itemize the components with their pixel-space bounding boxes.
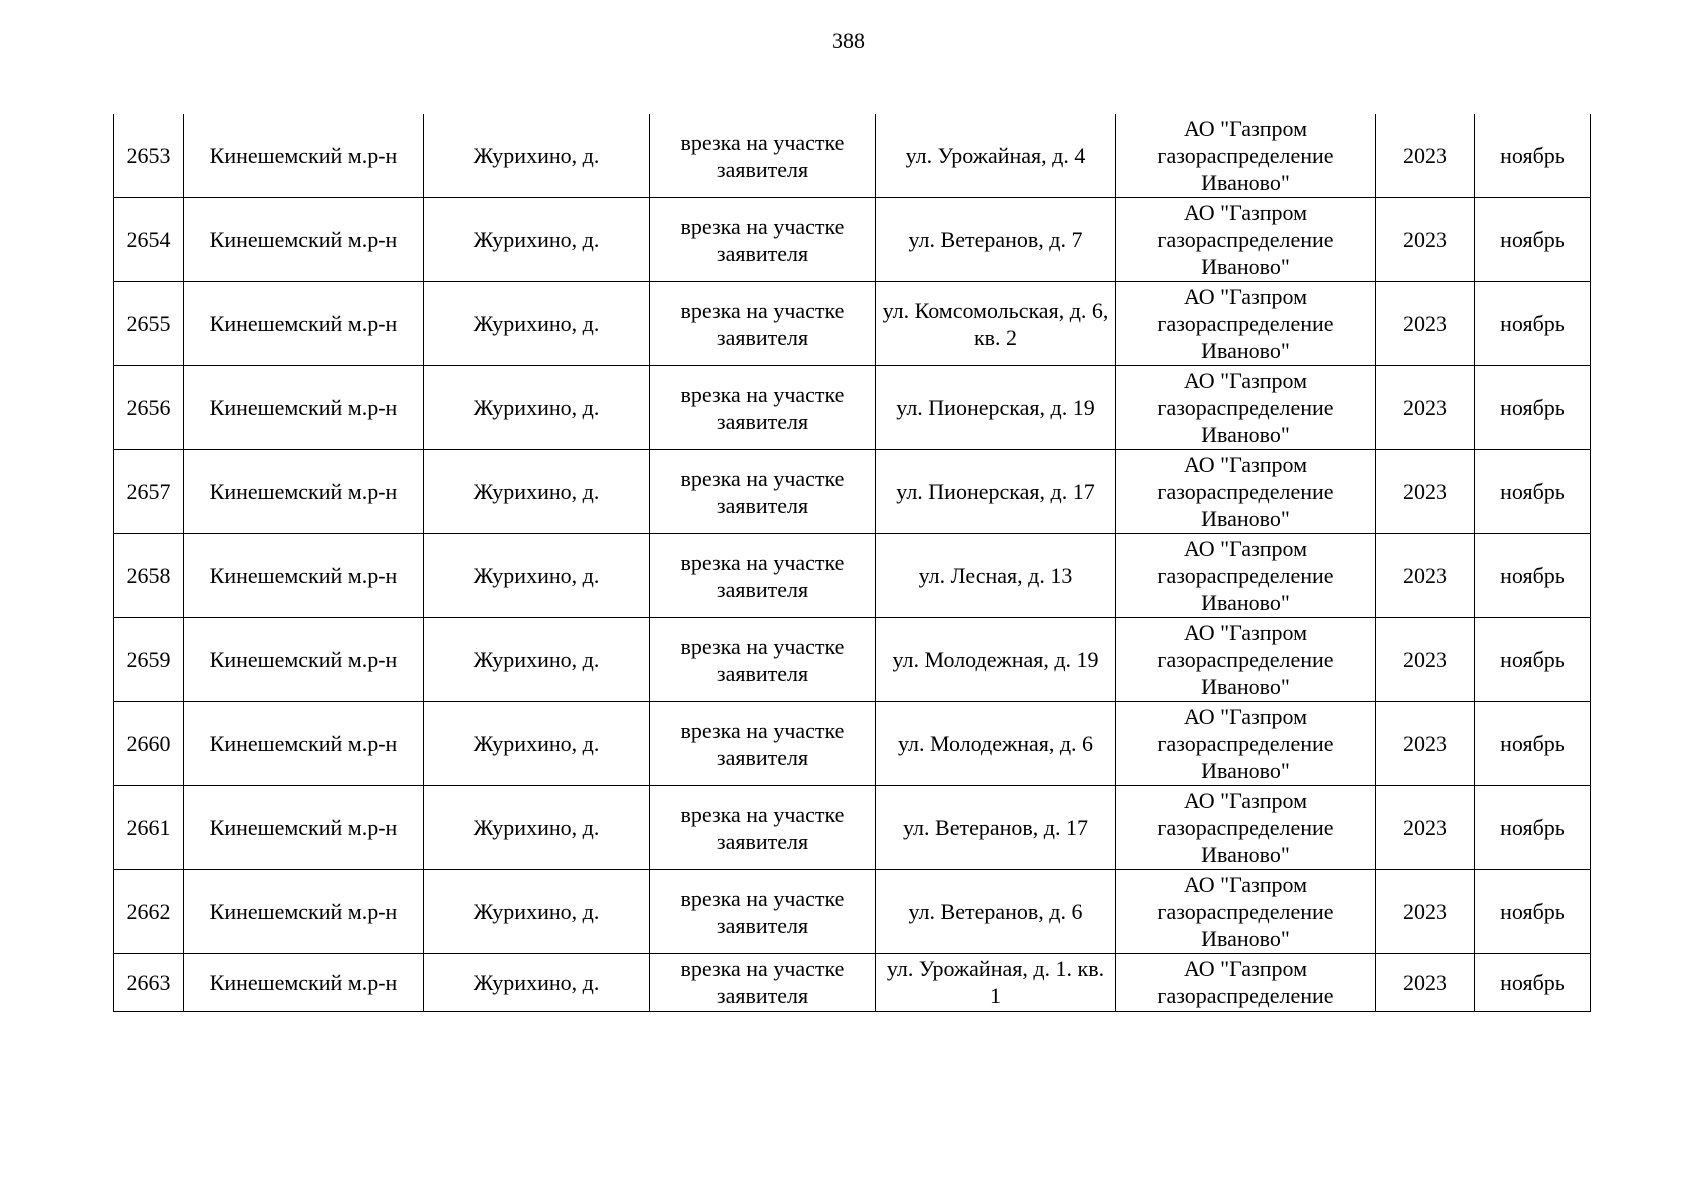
cell-organization: АО "Газпром газораспределение Иваново" [1116, 366, 1376, 450]
cell-connection-type: врезка на участке заявителя [650, 954, 876, 1012]
table-row [114, 786, 1591, 870]
cell-organization: АО "Газпром газораспределение Иваново" [1116, 534, 1376, 618]
gasification-table [113, 114, 1591, 1012]
cell-settlement: Журихино, д. [424, 282, 650, 366]
table-row [114, 282, 1591, 366]
cell-connection-type: врезка на участке заявителя [650, 114, 876, 198]
cell-organization: АО "Газпром газораспределение Иваново" [1116, 114, 1376, 198]
table-row [114, 114, 1591, 198]
cell-settlement: Журихино, д. [424, 450, 650, 534]
cell-address: ул. Пионерская, д. 19 [876, 366, 1116, 450]
cell-year: 2023 [1376, 954, 1475, 1012]
cell-address: ул. Урожайная, д. 1. кв. 1 [876, 954, 1116, 1012]
cell-address: ул. Ветеранов, д. 6 [876, 870, 1116, 954]
cell-settlement: Журихино, д. [424, 870, 650, 954]
cell-number: 2654 [114, 198, 184, 282]
cell-district: Кинешемский м.р-н [184, 618, 424, 702]
cell-year: 2023 [1376, 282, 1475, 366]
cell-month: ноябрь [1475, 366, 1591, 450]
cell-year: 2023 [1376, 786, 1475, 870]
gasification-table-wrapper [113, 114, 1590, 1012]
cell-year: 2023 [1376, 618, 1475, 702]
cell-number: 2657 [114, 450, 184, 534]
cell-district: Кинешемский м.р-н [184, 534, 424, 618]
cell-number: 2656 [114, 366, 184, 450]
table-row [114, 702, 1591, 786]
cell-connection-type: врезка на участке заявителя [650, 618, 876, 702]
cell-month: ноябрь [1475, 954, 1591, 1012]
cell-number: 2662 [114, 870, 184, 954]
cell-address: ул. Лесная, д. 13 [876, 534, 1116, 618]
cell-address: ул. Урожайная, д. 4 [876, 114, 1116, 198]
page-number: 388 [832, 28, 865, 53]
cell-address: ул. Ветеранов, д. 7 [876, 198, 1116, 282]
cell-district: Кинешемский м.р-н [184, 786, 424, 870]
cell-year: 2023 [1376, 366, 1475, 450]
cell-organization: АО "Газпром газораспределение [1116, 954, 1376, 1012]
cell-settlement: Журихино, д. [424, 114, 650, 198]
cell-address: ул. Молодежная, д. 6 [876, 702, 1116, 786]
cell-year: 2023 [1376, 534, 1475, 618]
cell-number: 2659 [114, 618, 184, 702]
cell-month: ноябрь [1475, 450, 1591, 534]
cell-district: Кинешемский м.р-н [184, 954, 424, 1012]
table-row [114, 870, 1591, 954]
cell-connection-type: врезка на участке заявителя [650, 198, 876, 282]
cell-district: Кинешемский м.р-н [184, 366, 424, 450]
cell-connection-type: врезка на участке заявителя [650, 702, 876, 786]
cell-connection-type: врезка на участке заявителя [650, 282, 876, 366]
cell-connection-type: врезка на участке заявителя [650, 870, 876, 954]
cell-month: ноябрь [1475, 282, 1591, 366]
cell-address: ул. Молодежная, д. 19 [876, 618, 1116, 702]
cell-settlement: Журихино, д. [424, 954, 650, 1012]
cell-district: Кинешемский м.р-н [184, 282, 424, 366]
table-body [114, 114, 1591, 1012]
cell-month: ноябрь [1475, 870, 1591, 954]
cell-month: ноябрь [1475, 114, 1591, 198]
cell-settlement: Журихино, д. [424, 198, 650, 282]
table-row [114, 954, 1591, 1012]
cell-district: Кинешемский м.р-н [184, 702, 424, 786]
cell-address: ул. Пионерская, д. 17 [876, 450, 1116, 534]
cell-organization: АО "Газпром газораспределение Иваново" [1116, 702, 1376, 786]
cell-month: ноябрь [1475, 702, 1591, 786]
table-row [114, 534, 1591, 618]
cell-organization: АО "Газпром газораспределение Иваново" [1116, 786, 1376, 870]
cell-settlement: Журихино, д. [424, 534, 650, 618]
cell-connection-type: врезка на участке заявителя [650, 534, 876, 618]
cell-district: Кинешемский м.р-н [184, 870, 424, 954]
cell-number: 2661 [114, 786, 184, 870]
cell-district: Кинешемский м.р-н [184, 114, 424, 198]
cell-address: ул. Комсомольская, д. 6, кв. 2 [876, 282, 1116, 366]
cell-month: ноябрь [1475, 618, 1591, 702]
cell-month: ноябрь [1475, 534, 1591, 618]
cell-address: ул. Ветеранов, д. 17 [876, 786, 1116, 870]
cell-year: 2023 [1376, 870, 1475, 954]
cell-number: 2660 [114, 702, 184, 786]
cell-year: 2023 [1376, 198, 1475, 282]
table-row [114, 450, 1591, 534]
cell-connection-type: врезка на участке заявителя [650, 786, 876, 870]
cell-number: 2655 [114, 282, 184, 366]
cell-settlement: Журихино, д. [424, 618, 650, 702]
cell-settlement: Журихино, д. [424, 786, 650, 870]
cell-organization: АО "Газпром газораспределение Иваново" [1116, 282, 1376, 366]
table-row [114, 366, 1591, 450]
cell-year: 2023 [1376, 450, 1475, 534]
cell-month: ноябрь [1475, 786, 1591, 870]
cell-organization: АО "Газпром газораспределение Иваново" [1116, 450, 1376, 534]
cell-organization: АО "Газпром газораспределение Иваново" [1116, 870, 1376, 954]
cell-district: Кинешемский м.р-н [184, 450, 424, 534]
cell-district: Кинешемский м.р-н [184, 198, 424, 282]
table-row [114, 198, 1591, 282]
cell-month: ноябрь [1475, 198, 1591, 282]
cell-settlement: Журихино, д. [424, 702, 650, 786]
cell-year: 2023 [1376, 702, 1475, 786]
cell-connection-type: врезка на участке заявителя [650, 450, 876, 534]
cell-number: 2658 [114, 534, 184, 618]
cell-settlement: Журихино, д. [424, 366, 650, 450]
table-row [114, 618, 1591, 702]
cell-organization: АО "Газпром газораспределение Иваново" [1116, 198, 1376, 282]
cell-year: 2023 [1376, 114, 1475, 198]
cell-number: 2653 [114, 114, 184, 198]
cell-organization: АО "Газпром газораспределение Иваново" [1116, 618, 1376, 702]
cell-connection-type: врезка на участке заявителя [650, 366, 876, 450]
cell-number: 2663 [114, 954, 184, 1012]
